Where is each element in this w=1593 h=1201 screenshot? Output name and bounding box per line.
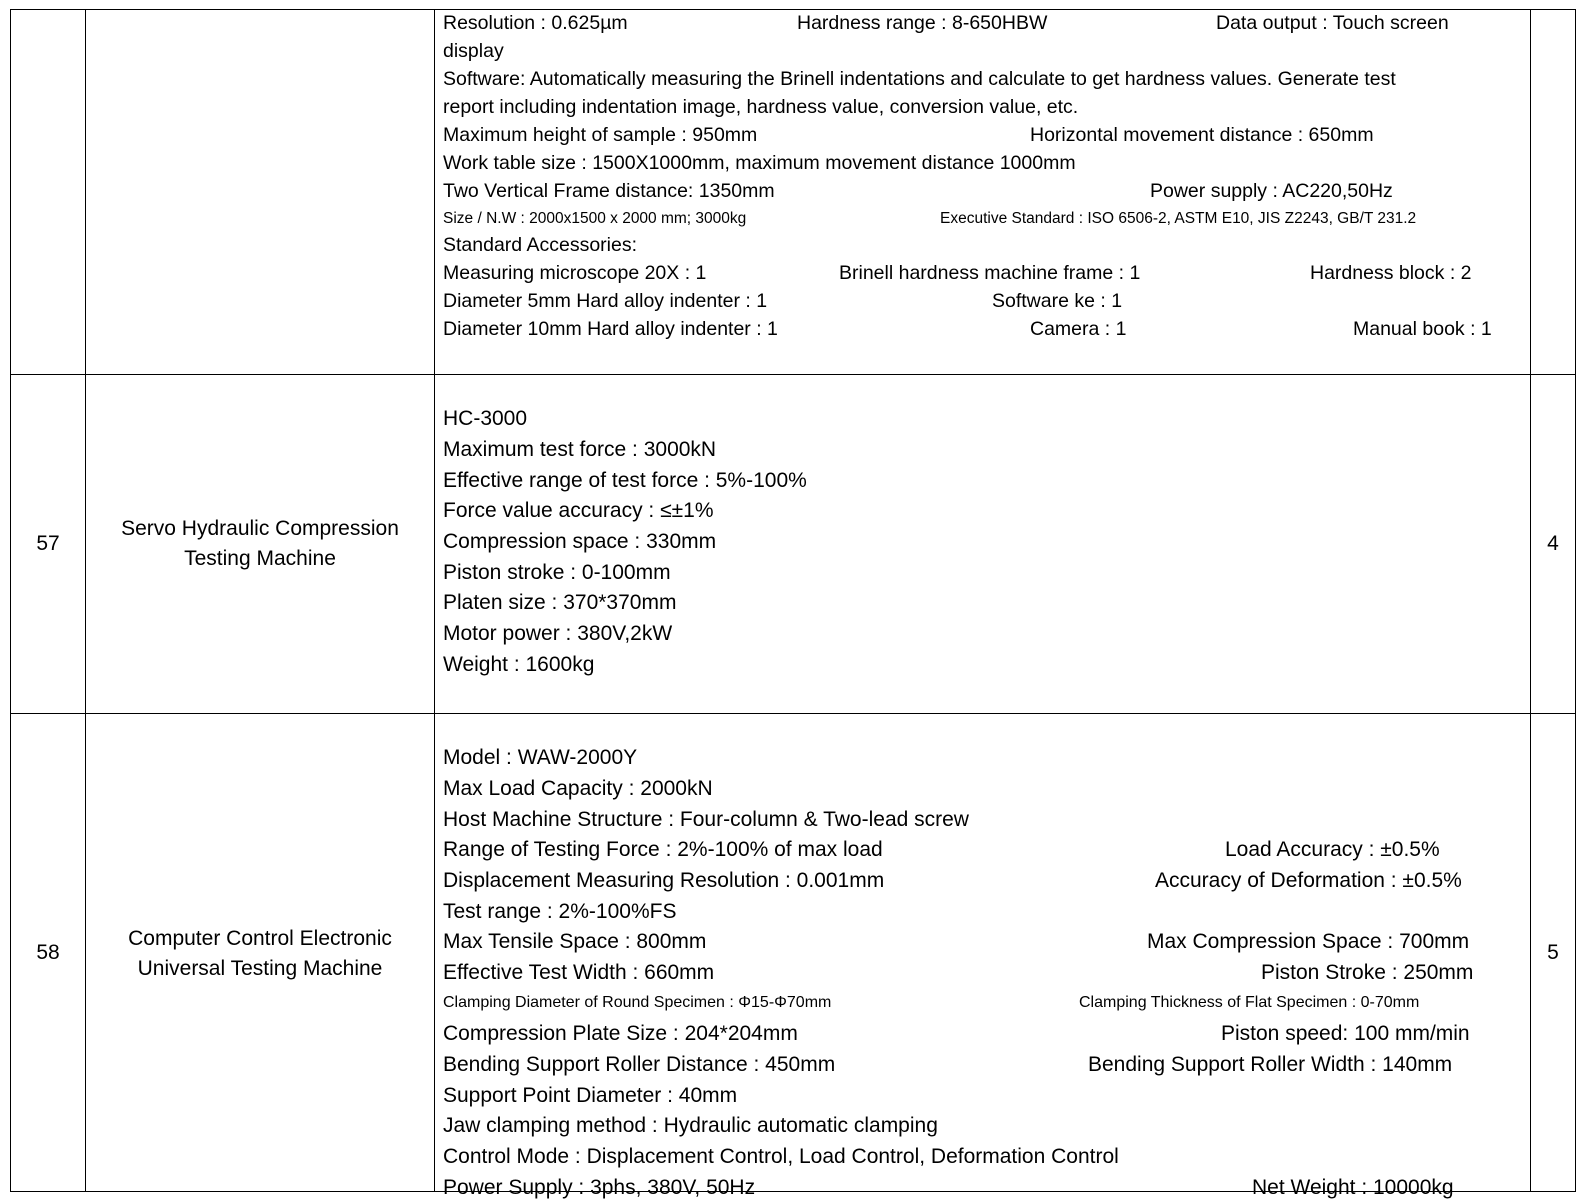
column-divider [85,9,86,1192]
spec-text: report including indentation image, hardness value, conversion value, etc. [443,96,1079,118]
spec-text: Range of Testing Force : 2%-100% of max load [443,838,883,861]
column-divider [1575,9,1576,1192]
spec-text: Compression Plate Size : 204*204mm [443,1022,798,1045]
spec-text: Power Supply : 3phs, 380V, 50Hz [443,1176,756,1199]
spec-text: Bending Support Roller Distance : 450mm [443,1053,836,1076]
spec-text: Power supply : AC220,50Hz [1150,180,1393,202]
spec-text: Clamping Diameter of Round Specimen : Φ15-Φ70mm [443,994,832,1011]
spec-text: Work table size : 1500X1000mm, maximum movement distance 1000mm [443,152,1076,174]
item-name: Computer Control Electronic Universal Testing Machine [128,927,392,980]
spec-text: HC-3000 [443,407,528,430]
spec-text: Model : WAW-2000Y [443,746,638,769]
spec-text: Resolution : 0.625µm [443,12,628,34]
spec-text: Piston speed: 100 mm/min [1221,1022,1470,1045]
spec-text: Effective range of test force : 5%-100% [443,469,807,492]
spec-text: Data output : Touch screen [1216,12,1449,34]
spec-text: Camera : 1 [1030,318,1127,340]
spec-text: Size / N.W : 2000x1500 x 2000 mm; 3000kg [443,210,747,227]
spec-text: Maximum test force : 3000kN [443,438,717,461]
spec-text: Net Weight : 10000kg [1252,1176,1454,1199]
item-quantity: 4 [1547,532,1559,555]
spec-text: Host Machine Structure : Four-column & Two-lead screw [443,808,969,831]
spec-text: Max Tensile Space : 800mm [443,930,707,953]
spec-text: Standard Accessories: [443,234,638,256]
column-divider [434,9,435,1192]
spec-text: Control Mode : Displacement Control, Load Control, Deformation Control [443,1145,1119,1168]
spec-text: Jaw clamping method : Hydraulic automatic clamping [443,1114,938,1137]
item-number: 57 [36,532,60,555]
row-divider [10,713,1575,714]
spec-text: display [443,40,504,62]
spec-text: Clamping Thickness of Flat Specimen : 0-70mm [1079,994,1420,1011]
spec-text: Test range : 2%-100%FS [443,900,677,923]
table-border-top [10,9,1575,10]
spec-text: Weight : 1600kg [443,653,595,676]
spec-text: Diameter 10mm Hard alloy indenter : 1 [443,318,778,340]
spec-text: Piston Stroke : 250mm [1261,961,1474,984]
item-quantity: 5 [1547,940,1559,964]
spec-text: Hardness block : 2 [1310,262,1472,284]
spec-text: Piston stroke : 0-100mm [443,561,671,584]
spec-text: Force value accuracy : ≤±1% [443,499,714,522]
spec-text: Load Accuracy : ±0.5% [1225,838,1440,861]
spec-text: Effective Test Width : 660mm [443,961,715,984]
spec-text: Manual book : 1 [1353,318,1492,340]
spec-text: Two Vertical Frame distance: 1350mm [443,180,775,202]
spec-text: Displacement Measuring Resolution : 0.001mm [443,869,885,892]
item-number: 58 [36,940,60,964]
spec-text: Software ke : 1 [992,290,1123,312]
spec-text: Measuring microscope 20X : 1 [443,262,707,284]
spec-text: Accuracy of Deformation : ±0.5% [1155,869,1462,892]
spec-text: Diameter 5mm Hard alloy indenter : 1 [443,290,768,312]
spec-text: Motor power : 380V,2kW [443,622,673,645]
spec-text: Executive Standard : ISO 6506-2, ASTM E10, JIS Z2243, GB/T 231.2 [940,210,1417,227]
spec-text: Hardness range : 8-650HBW [797,12,1048,34]
spec-text: Maximum height of sample : 950mm [443,124,758,146]
spec-text: Max Load Capacity : 2000kN [443,777,713,800]
spec-text: Support Point Diameter : 40mm [443,1084,738,1107]
spec-text: Compression space : 330mm [443,530,717,553]
spec-text: Software: Automatically measuring the Brinell indentations and calculate to get hardness values. Generate test [443,68,1396,90]
item-name: Servo Hydraulic Compression Testing Machine [121,517,399,570]
spec-text: Platen size : 370*370mm [443,591,677,614]
spec-text: Bending Support Roller Width : 140mm [1088,1053,1453,1076]
spec-text: Max Compression Space : 700mm [1147,930,1470,953]
spec-text: Brinell hardness machine frame : 1 [839,262,1141,284]
spec-text: Horizontal movement distance : 650mm [1030,124,1374,146]
